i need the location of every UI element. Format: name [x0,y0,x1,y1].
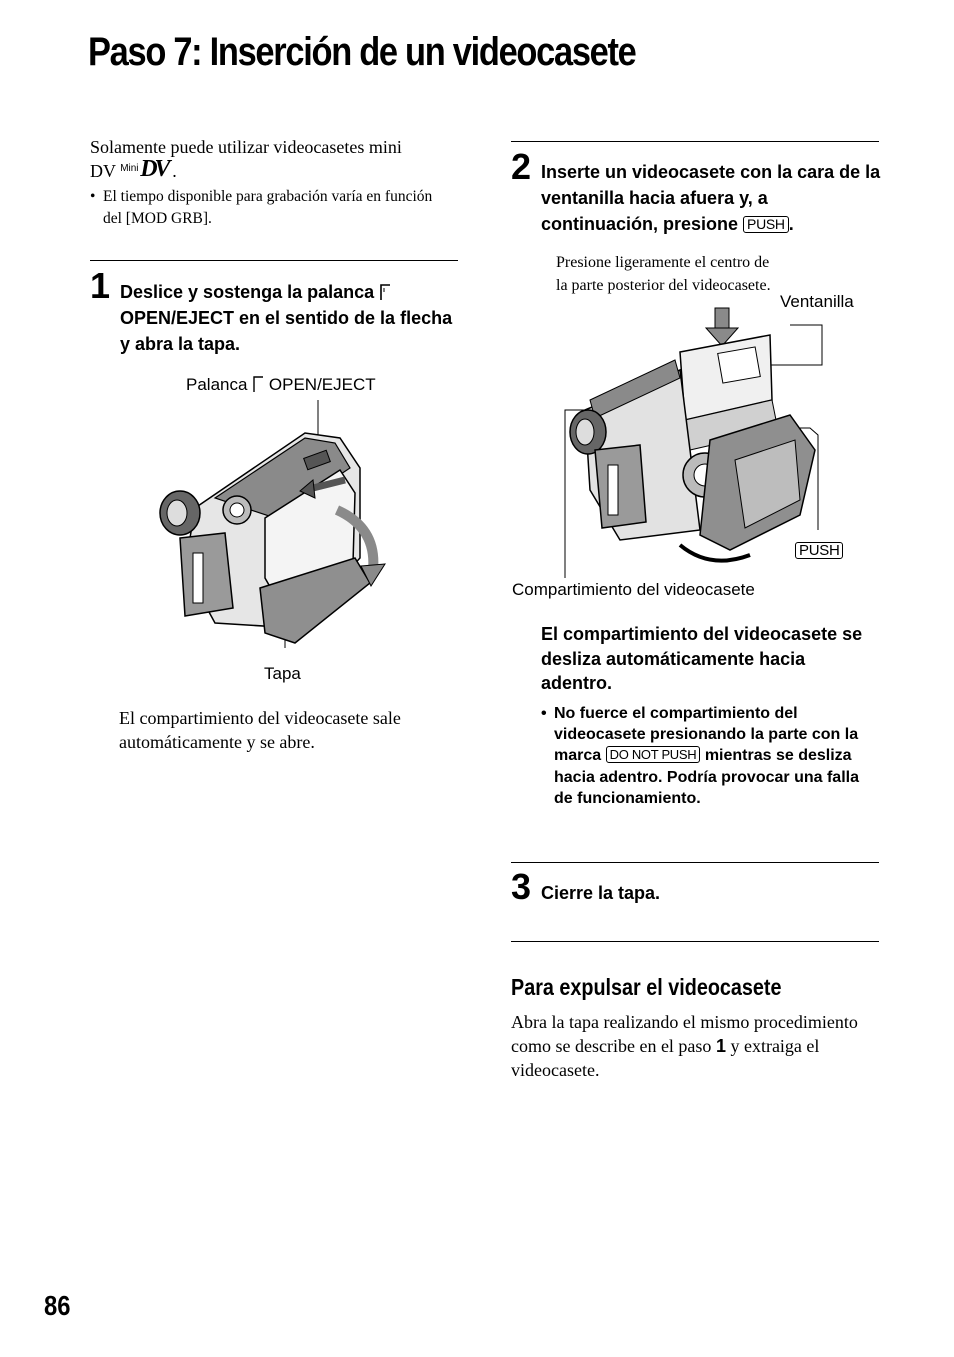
camcorder-open-lid-illustration [155,398,395,656]
step2-heading [541,159,881,237]
intro-text: Solamente puede utilizar videocasetes mini [90,137,402,157]
step2-heading-end: . [788,214,794,234]
fig2-label-window: Ventanilla [780,292,854,311]
lever-icon [379,283,391,300]
bullet-dot: • [90,188,96,205]
step2-result-heading: El compartimiento del videocasete se desliza automáticamente hacia adentro. [541,624,863,693]
page-number: 86 [44,1290,71,1321]
intro-period: . [172,161,177,181]
eject-text-a: Abra la tapa realizando el mismo procedimiento como se describe en el paso [511,1012,858,1056]
step1-heading-b: OPEN/EJECT en el sentido de la flecha y abra la tapa. [120,308,453,354]
lever-icon [252,375,264,392]
intro-paragraph [90,135,465,183]
step2-number: 2 [511,146,532,187]
step2-warning-a: No fuerce el compartimiento del videocasete presionando la parte con la marca [554,705,859,765]
intro-dv: DV [90,161,116,181]
step2-heading-a: Inserte un videocasete con la cara de la ventanilla hacia afuera y, a continuación, presione [541,162,881,234]
page-title: Paso 7: Inserción de un videocasete [88,30,636,74]
fig1-label-lid: Tapa [264,664,301,683]
step2-warning-b: mientras se desliza hacia adentro. Podría provocar una falla de funcionamiento. [554,747,859,807]
fig2-label-press: Presione ligeramente el centro de la parte posterior del videocasete. [556,254,771,294]
minidv-logo-dv: DV [140,156,168,182]
step2-warning [541,703,881,809]
intro-bullet [90,186,450,230]
eject-step-ref: 1 [715,1036,726,1056]
step3-heading: Cierre la tapa. [541,883,661,903]
intro-bullet-text: El tiempo disponible para grabación varía en función del [MOD GRB]. [103,188,433,227]
camcorder-insert-cassette-illustration [560,300,845,580]
minidv-logo-mini: Mini [120,163,139,174]
fig1-label-lever-b: OPEN/EJECT [268,375,376,394]
bullet-dot: • [541,705,547,722]
step1-number: 1 [90,265,111,306]
minidv-logo [120,156,172,182]
fig2-label-compartment: Compartimiento del videocasete [512,580,755,599]
push-mark: PUSH [743,216,789,233]
divider [511,941,879,942]
divider [90,260,458,261]
push-mark: PUSH [795,542,843,559]
fig1-label-lever-a: Palanca [186,375,248,394]
do-not-push-mark: DO NOT PUSH [606,746,701,763]
divider [511,862,879,863]
eject-text [511,1010,883,1082]
step2-warning-text [541,703,881,809]
fig1-label-lever [186,375,376,395]
step1-heading [120,279,460,357]
eject-heading: Para expulsar el videocasete [511,974,782,1000]
step1-heading-a: Deslice y sostenga la palanca [120,282,375,302]
step3-number: 3 [511,866,532,907]
eject-text-b: y extraiga el videocasete. [511,1036,820,1080]
divider [511,141,879,142]
step1-result: El compartimiento del videocasete sale automáticamente y se abre. [119,708,401,752]
